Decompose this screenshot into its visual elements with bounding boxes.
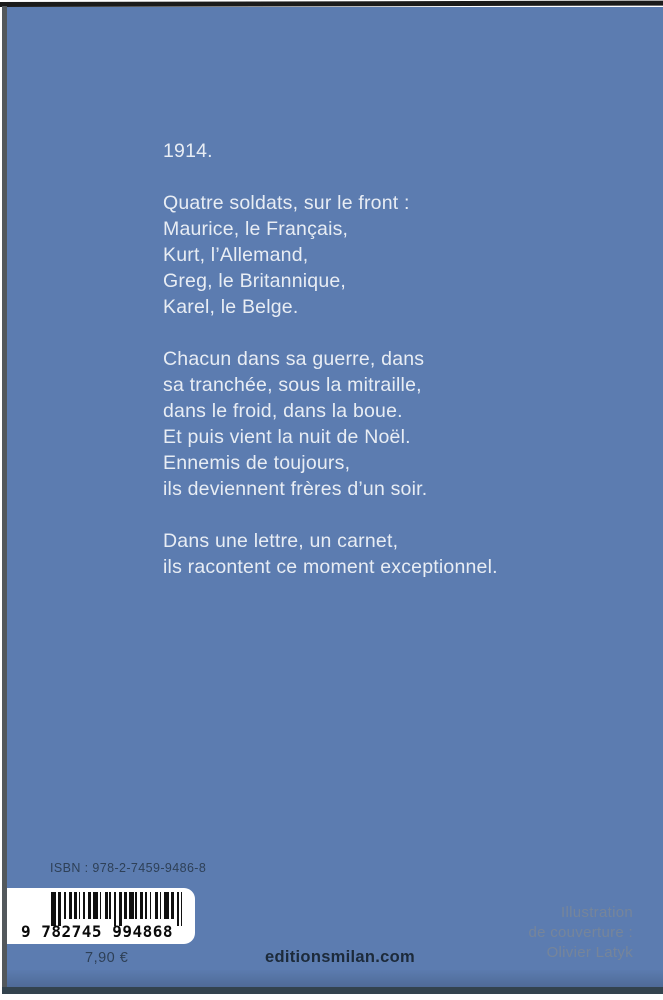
blurb-line: Kurt, l’Allemand, [163, 244, 309, 266]
blurb-line: Ennemis de toujours, [163, 452, 351, 474]
blurb-line: Quatre soldats, sur le front : [163, 192, 410, 214]
blurb-line: Et puis vient la nuit de Noël. [163, 426, 411, 448]
blurb-line: dans le froid, dans la boue. [163, 400, 403, 422]
blurb-paragraph-letter [163, 528, 593, 580]
blurb-paragraph-soldiers [163, 190, 593, 320]
scan-edge-bottom [2, 987, 663, 994]
blurb-line: Maurice, le Français, [163, 218, 349, 240]
price-text: 7,90 € [85, 950, 129, 966]
blurb-paragraph-year [163, 138, 593, 164]
credit-line: de couverture : [528, 924, 633, 941]
cover-bottom-shade [7, 969, 663, 987]
blurb-line: Karel, le Belge. [163, 296, 299, 318]
illustration-credit [528, 903, 633, 963]
credit-line: Illustration [561, 904, 633, 921]
cover-background [7, 7, 663, 987]
publisher-website: editionsmilan.com [265, 948, 415, 966]
barcode [7, 888, 195, 944]
blurb-paragraph-war [163, 346, 593, 502]
credit-line: Olivier Latyk [546, 944, 633, 961]
blurb-line: ils deviennent frères d’un soir. [163, 478, 428, 500]
blurb-line: Chacun dans sa guerre, dans [163, 348, 425, 370]
blurb-line: Dans une lettre, un carnet, [163, 530, 399, 552]
blurb-line: Greg, le Britannique, [163, 270, 347, 292]
isbn-text: ISBN : 978-2-7459-9486-8 [50, 861, 207, 875]
back-cover-blurb [163, 138, 593, 606]
blurb-line: sa tranchée, sous la mitraille, [163, 374, 422, 396]
barcode-bars [51, 892, 189, 926]
blurb-line: ils racontent ce moment exceptionnel. [163, 556, 498, 578]
barcode-number: 9 782745 994868 [21, 922, 173, 941]
blurb-line: 1914. [163, 140, 213, 162]
